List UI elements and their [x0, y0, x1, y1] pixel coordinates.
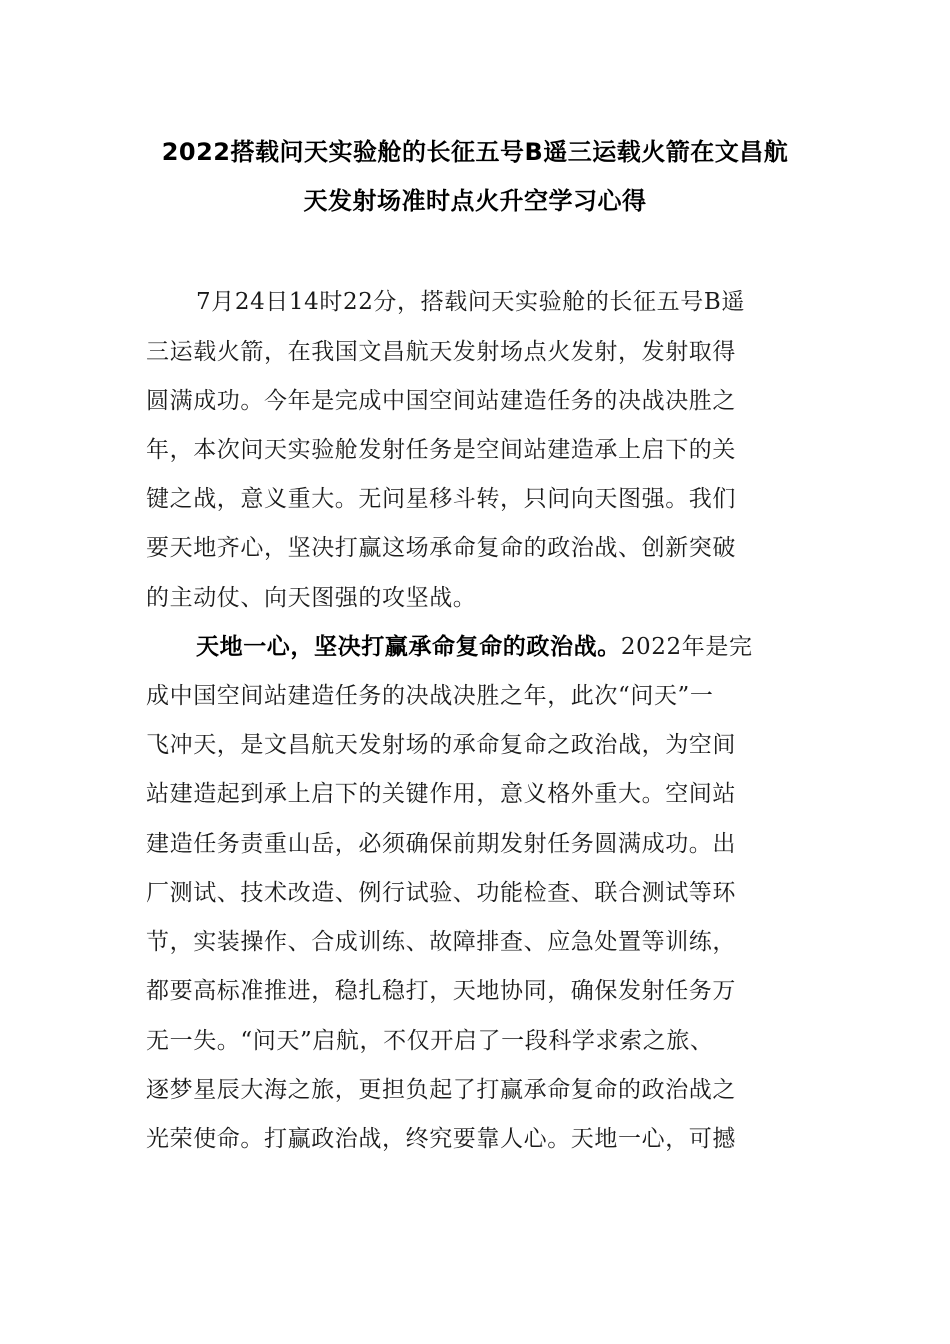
document-title-line-2: 天发射场准时点火升空学习心得 — [303, 187, 647, 215]
paragraph-2-heading: 天地一心，坚决打赢承命复命的政治战。 — [196, 634, 621, 660]
paragraph-2-line-11: 光荣使命。打赢政治战，终究要靠人心。天地一心，可撼 — [146, 1126, 736, 1152]
paragraph-2-line-10: 逐梦星辰大海之旅，更担负起了打赢承命复命的政治战之 — [146, 1077, 736, 1103]
paragraph-1-line-7: 的主动仗、向天图强的攻坚战。 — [146, 585, 477, 611]
paragraph-2-line-3: 飞冲天，是文昌航天发射场的承命复命之政治战，为空间 — [146, 732, 736, 758]
paragraph-1-line-1: 7月24日14时22分，搭载问天实验舱的长征五号B遥 — [196, 289, 745, 315]
paragraph-2-line-5: 建造任务责重山岳，必须确保前期发射任务圆满成功。出 — [146, 831, 736, 857]
paragraph-2-line-7: 节，实装操作、合成训练、故障排查、应急处置等训练， — [146, 929, 736, 955]
paragraph-1-line-5: 键之战，意义重大。无问星移斗转，只问向天图强。我们 — [146, 486, 736, 512]
paragraph-1-line-2: 三运载火箭，在我国文昌航天发射场点火发射，发射取得 — [146, 339, 736, 365]
paragraph-2-line-1-rest: 2022年是完 — [620, 634, 753, 660]
paragraph-1-line-4: 年，本次问天实验舱发射任务是空间站建造承上启下的关 — [146, 437, 736, 463]
paragraph-2-line-6: 厂测试、技术改造、例行试验、功能检查、联合测试等环 — [146, 880, 736, 906]
paragraph-2-line-8: 都要高标准推进，稳扎稳打，天地协同，确保发射任务万 — [146, 978, 736, 1004]
paragraph-1-line-6: 要天地齐心，坚决打赢这场承命复命的政治战、创新突破 — [146, 535, 736, 561]
paragraph-1-line-3: 圆满成功。今年是完成中国空间站建造任务的决战决胜之 — [146, 388, 736, 414]
paragraph-2-line-1 — [196, 631, 753, 663]
document-title-line-1: 2022搭载问天实验舱的长征五号B遥三运载火箭在文昌航 — [161, 138, 789, 166]
paragraph-2-line-4: 站建造起到承上启下的关键作用，意义格外重大。空间站 — [146, 781, 736, 807]
paragraph-2-line-2: 成中国空间站建造任务的决战决胜之年，此次“问天”一 — [146, 683, 714, 709]
paragraph-2-line-9: 无一失。“问天”启航，不仅开启了一段科学求索之旅、 — [146, 1028, 714, 1054]
